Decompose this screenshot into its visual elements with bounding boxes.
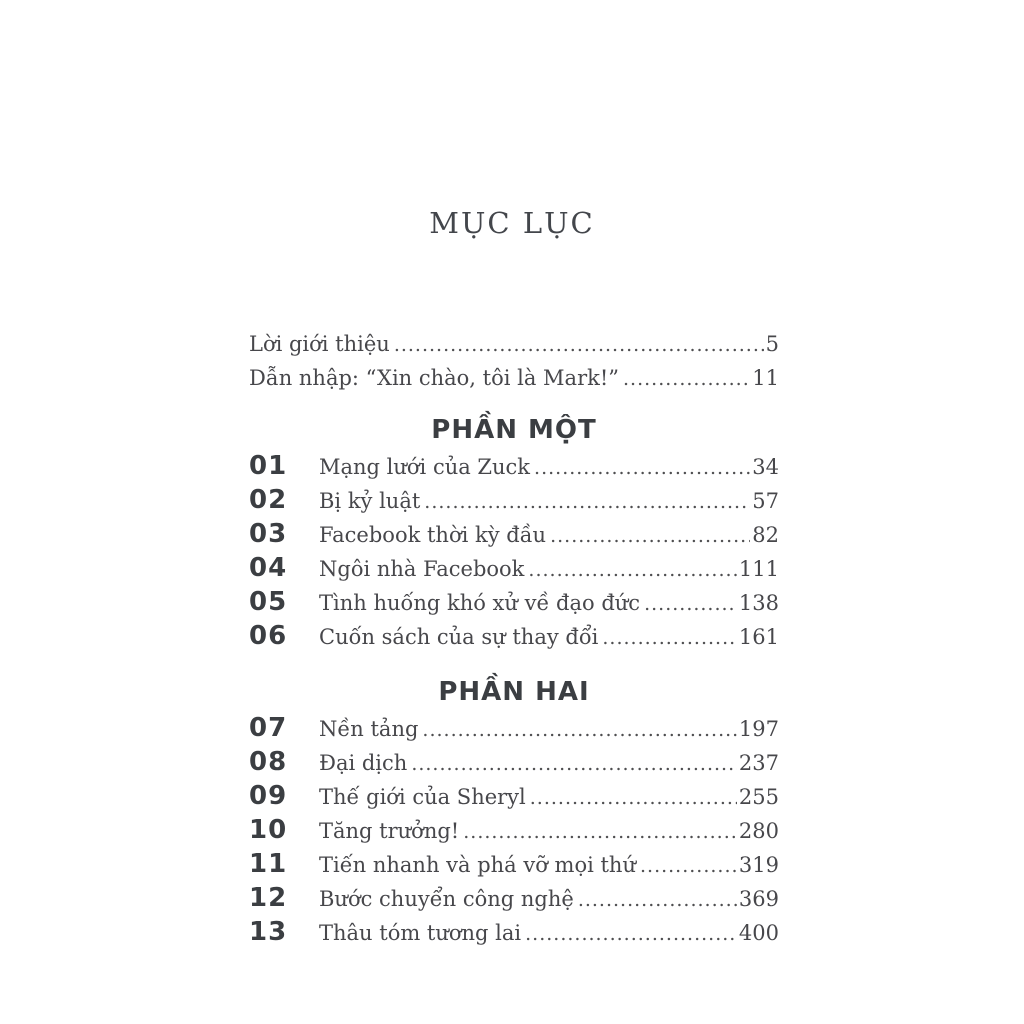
chapter-title: Tiến nhanh và phá vỡ mọi thứ: [319, 852, 636, 877]
page-number: 369: [738, 886, 779, 911]
page-number: 138: [738, 590, 779, 615]
page-number: 255: [738, 784, 779, 809]
chapter-number: 04: [249, 552, 288, 583]
toc-entry: [249, 586, 779, 617]
dot-leader: [623, 367, 750, 392]
chapter-title: Ngôi nhà Facebook: [319, 556, 525, 581]
chapter-title: Thâu tóm tương lai: [319, 920, 522, 945]
toc-entry: [249, 814, 779, 845]
chapter-title: Bước chuyển công nghệ: [319, 886, 574, 911]
chapter-number: 13: [249, 916, 288, 947]
chapter-title: Tăng trưởng!: [319, 818, 460, 843]
dot-leader: [422, 718, 736, 743]
page-number: 400: [738, 920, 779, 945]
dot-leader: [463, 820, 737, 845]
chapter-title: Bị kỷ luật: [319, 488, 421, 513]
toc-entry: [249, 484, 779, 515]
chapter-number: 09: [249, 780, 288, 811]
page-number: 319: [738, 852, 779, 877]
chapter-title: Mạng lưới của Zuck: [319, 454, 531, 479]
chapter-number: 08: [249, 746, 288, 777]
dot-leader: [550, 524, 750, 549]
chapter-number: 02: [249, 484, 288, 515]
entry-label: Lời giới thiệu: [249, 331, 390, 356]
chapter-number: 06: [249, 620, 288, 651]
page-number: 5: [765, 331, 779, 356]
page-number: 280: [738, 818, 779, 843]
chapter-title: Thế giới của Sheryl: [319, 784, 526, 809]
dot-leader: [602, 626, 737, 651]
dot-leader: [424, 490, 750, 515]
chapter-number: 05: [249, 586, 288, 617]
toc-entry: [249, 552, 779, 583]
toc-entry: [249, 916, 779, 947]
chapter-title: Cuốn sách của sự thay đổi: [319, 624, 599, 649]
toc-entry: [249, 848, 779, 879]
dot-leader: [530, 786, 737, 811]
page-number: 34: [752, 454, 779, 479]
chapter-list: [249, 712, 779, 947]
table-of-contents: [249, 332, 779, 947]
page-number: 82: [752, 522, 779, 547]
dot-leader: [394, 333, 764, 358]
page-number: 57: [752, 488, 779, 513]
section-heading: PHẦN HAI: [438, 676, 590, 707]
toc-entry: [249, 712, 779, 743]
dot-leader: [534, 456, 750, 481]
chapter-number: 11: [249, 848, 288, 879]
dot-leader: [411, 752, 737, 777]
dot-leader: [528, 558, 737, 583]
dot-leader: [525, 922, 737, 947]
chapter-number: 03: [249, 518, 288, 549]
section-heading: PHẦN MỘT: [431, 414, 597, 445]
toc-entry: [249, 518, 779, 549]
toc-entry: [249, 332, 779, 358]
chapter-title: Facebook thời kỳ đầu: [319, 522, 547, 547]
page-number: 111: [738, 556, 779, 581]
toc-section: [249, 415, 779, 651]
page-number: 11: [752, 365, 779, 390]
chapter-number: 07: [249, 712, 288, 743]
chapter-number: 10: [249, 814, 288, 845]
chapter-number: 12: [249, 882, 288, 913]
chapter-title: Nền tảng: [319, 716, 419, 741]
page-number: 197: [738, 716, 779, 741]
toc-entry: [249, 620, 779, 651]
toc-entry: [249, 746, 779, 777]
toc-entry: [249, 366, 779, 392]
toc-sections: [249, 415, 779, 947]
page-number: 237: [738, 750, 779, 775]
page-title: MỤC LỤC: [429, 206, 595, 240]
chapter-title: Tình huống khó xử về đạo đức: [319, 590, 641, 615]
chapter-list: [249, 450, 779, 651]
toc-entry: [249, 882, 779, 913]
toc-entry: [249, 450, 779, 481]
dot-leader: [644, 592, 737, 617]
chapter-title: Đại dịch: [319, 750, 408, 775]
dot-leader: [640, 854, 737, 879]
toc-entry: [249, 780, 779, 811]
intro-entries: [249, 332, 779, 392]
toc-section: [249, 677, 779, 947]
chapter-number: 01: [249, 450, 288, 481]
dot-leader: [578, 888, 737, 913]
entry-label: Dẫn nhập: “Xin chào, tôi là Mark!”: [249, 365, 620, 390]
page-number: 161: [738, 624, 779, 649]
